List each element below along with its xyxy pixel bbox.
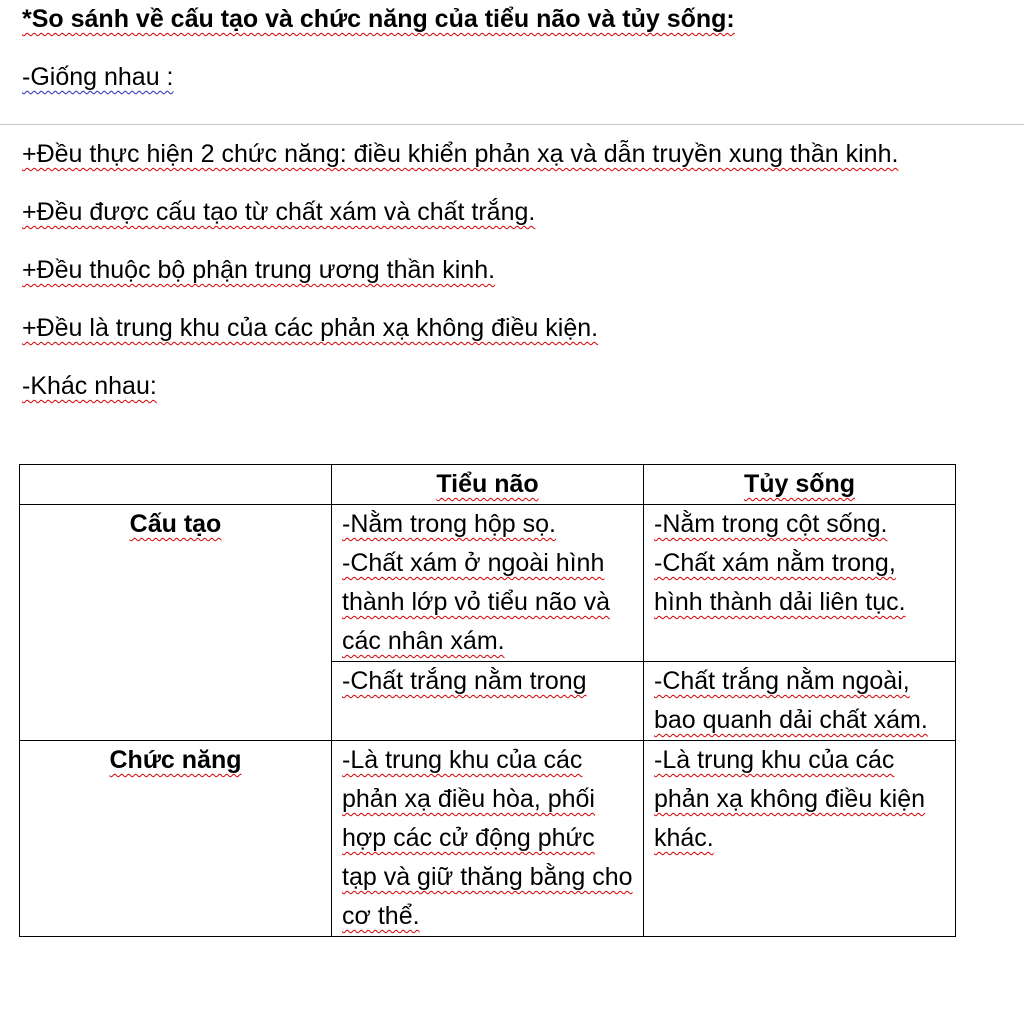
- row-label-function: Chức năng: [20, 741, 332, 937]
- similarities-list: [22, 134, 922, 406]
- table-row: [20, 505, 956, 662]
- cell-cerebellum-white-matter: -Chất trắng nằm trong: [332, 662, 644, 741]
- header-cerebellum: Tiểu não: [332, 465, 644, 505]
- cell-cerebellum-function: -Là trung khu của các phản xạ điều hòa, phối hợp các cử động phức tạp và giữ thăng bằng cho cơ thể.: [332, 741, 644, 937]
- table-row: [20, 741, 956, 937]
- cell-spinal-function: -Là trung khu của các phản xạ không điều kiện khác.: [644, 741, 956, 937]
- similarity-item: +Đều thực hiện 2 chức năng: điều khiển phản xạ và dẫn truyền xung thần kinh.: [22, 140, 899, 168]
- row-label-structure: Cấu tạo: [20, 505, 332, 741]
- table-header-row: [20, 465, 956, 505]
- comparison-table: [19, 464, 956, 937]
- similarity-item: +Đều là trung khu của các phản xạ không điều kiện.: [22, 314, 599, 342]
- similarity-item: +Đều được cấu tạo từ chất xám và chất trắng.: [22, 198, 536, 226]
- similar-label: -Giống nhau :: [22, 63, 174, 91]
- cell-spinal-white-matter: -Chất trắng nằm ngoài, bao quanh dải chất xám.: [644, 662, 956, 741]
- similarity-item: +Đều thuộc bộ phận trung ương thần kinh.: [22, 256, 496, 284]
- different-label: -Khác nhau:: [22, 372, 157, 400]
- cell-spinal-structure: -Nằm trong cột sống. -Chất xám nằm trong, hình thành dải liên tục.: [644, 505, 956, 662]
- page-break-divider: [0, 124, 1024, 125]
- page-heading: *So sánh về cấu tạo và chức năng của tiểu não và tủy sống:: [22, 5, 735, 33]
- header-spinal-cord: Tủy sống: [644, 465, 956, 505]
- header-empty-cell: [20, 465, 332, 505]
- cell-cerebellum-structure: -Nằm trong hộp sọ. -Chất xám ở ngoài hình thành lớp vỏ tiểu não và các nhân xám.: [332, 505, 644, 662]
